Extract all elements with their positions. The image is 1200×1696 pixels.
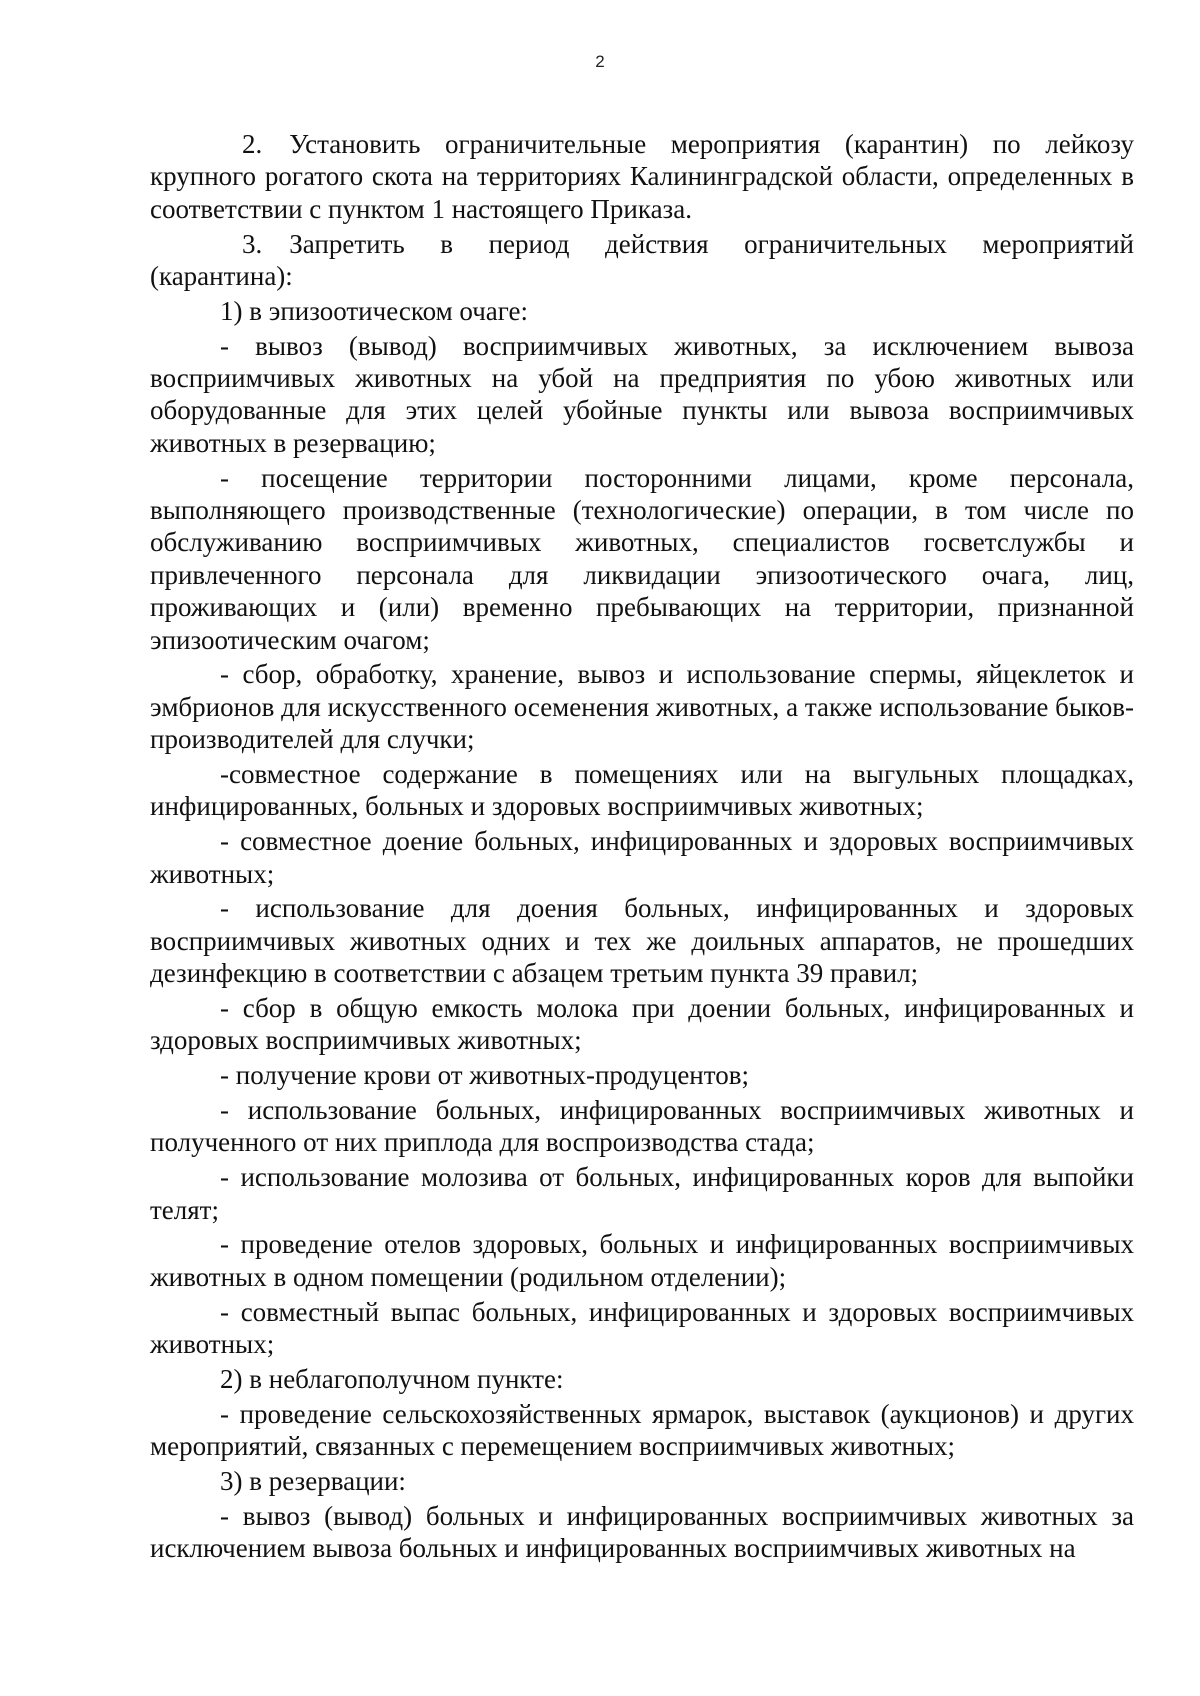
list-item: - совместный выпас больных, инфицированных и здоровых восприимчивых животных; xyxy=(150,1296,1134,1360)
list-item: - посещение территории посторонними лицами, кроме персонала, выполняющего производственные (технологические) операции, в том числе по обслуживанию восприимчивых животных, специалистов госветслужбы и привлеченного персонала для ликвидации эпизоотического очага, лиц, проживающих и (или) временно пребывающих на территории, признанной эпизоотическим очагом; xyxy=(150,462,1134,655)
list-item: - сбор, обработку, хранение, вывоз и использование спермы, яйцеклеток и эмбрионов для искусственного осеменения животных, а также использование быков-производителей для случки; xyxy=(150,659,1134,755)
list-item: -совместное содержание в помещениях или на выгульных площадках, инфицированных, больных и здоровых восприимчивых животных; xyxy=(150,759,1134,822)
subsection-heading-3: 3) в резервации: xyxy=(220,1465,406,1496)
list-item: - вывоз (вывод) восприимчивых животных, за исключением вывоза восприимчивых животных на убой на предприятия по убою животных или оборудованные для этих целей убойные пункты или вывоза восприимчивых животных в резервацию; xyxy=(150,330,1134,458)
page-number: 2 xyxy=(595,52,605,71)
list-item: - вывоз (вывод) больных и инфицированных восприимчивых животных за исключением вывоза больных и инфицированных восприимчивых животных на xyxy=(150,1500,1134,1564)
paragraph-item-2: 2. Установить ограничительные мероприятия (карантин) по лейкозу крупного рогатого скота на территориях Калининградской области, определенных в соответствии с пунктом 1 настоящего Приказа. xyxy=(150,129,1134,224)
document-body xyxy=(150,128,1134,1567)
list-item: - проведение сельскохозяйственных ярмарок, выставок (аукционов) и других мероприятий, связанных с перемещением восприимчивых животных; xyxy=(150,1398,1134,1462)
list-item: - использование больных, инфицированных восприимчивых животных и полученного от них приплода для воспроизводства стада; xyxy=(150,1095,1134,1158)
subsection-heading-1: 1) в эпизоотическом очаге: xyxy=(220,295,528,326)
list-item: - проведение отелов здоровых, больных и инфицированных восприимчивых животных в одном помещении (родильном отделении); xyxy=(150,1229,1134,1292)
list-item: - получение крови от животных-продуцентов; xyxy=(220,1060,749,1091)
list-item: - использование молозива от больных, инфицированных коров для выпойки телят; xyxy=(150,1162,1134,1225)
list-item: - совместное доение больных, инфицированных и здоровых восприимчивых животных; xyxy=(150,826,1134,889)
subsection-heading-2: 2) в неблагополучном пункте: xyxy=(220,1363,564,1394)
list-item: - сбор в общую емкость молока при доении больных, инфицированных и здоровых восприимчивых животных; xyxy=(150,993,1134,1056)
list-item: - использование для доения больных, инфицированных и здоровых восприимчивых животных одних и тех же доильных аппаратов, не прошедших дезинфекцию в соответствии с абзацем третьим пункта 39 правил; xyxy=(150,893,1134,989)
paragraph-item-3: 3. Запретить в период действия ограничительных мероприятий (карантина): xyxy=(150,228,1134,292)
